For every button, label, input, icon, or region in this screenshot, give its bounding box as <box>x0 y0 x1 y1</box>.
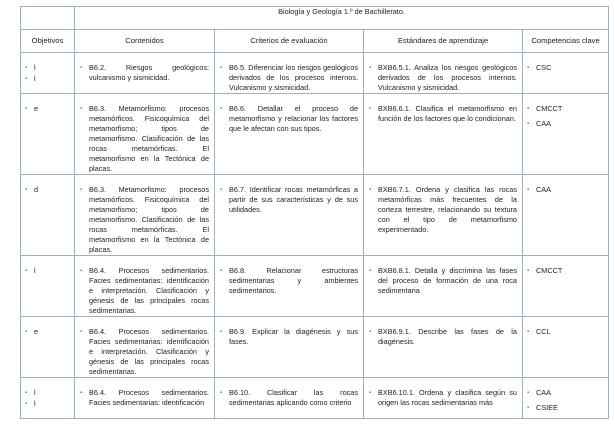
estandar-text: BXB6.6.1. Clasifica el metamorfismo en función de los factores que lo condicionan. <box>378 104 517 123</box>
contenido-text: B6.3. Metamorfismo: procesos metamórficos. Fisicoquímica del metamorfismo; tipos de metamorfismo. Clasificación de las rocas metamórficas. El metamorfismo en la Tectónica de placas. <box>89 104 209 173</box>
criterios-cell <box>215 53 364 94</box>
table-row <box>21 317 609 378</box>
bullet-icon: ▪ <box>527 268 530 274</box>
bullet-icon: ▪ <box>527 329 530 335</box>
bullet-icon: ▪ <box>80 329 83 335</box>
header-criterios: Criterios de evaluación <box>215 30 364 53</box>
objetivo-value: d <box>34 185 39 194</box>
bullet-icon: ▪ <box>80 65 83 71</box>
competencias-cell <box>523 53 609 94</box>
competencia-value: CMCCT <box>536 266 563 275</box>
header-contenidos: Contenidos <box>75 30 215 53</box>
competencias-cell <box>523 256 609 317</box>
objetivos-cell <box>21 317 75 378</box>
bullet-icon: ▪ <box>25 106 28 112</box>
objetivos-cell <box>21 378 75 419</box>
contenidos-cell <box>75 175 215 256</box>
contenido-text: B6.2. Riesgos geológicos: vulcanismo y sismicidad. <box>89 63 209 82</box>
criterios-cell <box>215 94 364 175</box>
bullet-icon: ▪ <box>369 329 372 335</box>
criterio-text: B6.7. Identificar rocas metamórficas a partir de sus características y de sus utilidades. <box>229 185 358 214</box>
bullet-icon: ▪ <box>369 390 372 396</box>
objetivo-value: l <box>34 266 36 275</box>
table-row <box>21 256 609 317</box>
bullet-icon: ▪ <box>369 65 372 71</box>
bullet-icon: ▪ <box>25 390 28 396</box>
bullet-icon: ▪ <box>25 187 28 193</box>
competencias-cell <box>523 175 609 256</box>
header-objetivos: Objetivos <box>21 30 75 53</box>
header-competencias: Competencias clave <box>523 30 609 53</box>
bullet-icon: ▪ <box>369 106 372 112</box>
contenido-text: B6.4. Procesos sedimentarios. Facies sedimentarias: identificación e interpretación. Clasificación y génesis de las principales rocas sedimentarias. <box>89 266 209 315</box>
title-row <box>21 7 609 30</box>
bullet-icon: ▪ <box>527 121 530 127</box>
estandar-text: BXB6.9.1. Describe las fases de la diagénesis. <box>378 327 517 346</box>
title-spacer-cell <box>21 7 75 30</box>
bullet-icon: ▪ <box>369 187 372 193</box>
estandares-cell <box>364 53 523 94</box>
bullet-icon: ▪ <box>369 268 372 274</box>
estandar-text: BXB6.8.1. Detalla y discrimina las fases del proceso de formación de una roca sedimentaria <box>378 266 517 295</box>
criterios-cell <box>215 317 364 378</box>
objetivo-value: l <box>34 74 36 83</box>
estandares-cell <box>364 175 523 256</box>
contenidos-cell <box>75 94 215 175</box>
competencia-value: CSC <box>536 63 552 72</box>
table-row <box>21 175 609 256</box>
objetivo-value: l <box>34 388 36 397</box>
contenidos-cell <box>75 378 215 419</box>
competencias-cell <box>523 317 609 378</box>
criterio-text: B6.5. Diferenciar los riesgos geológicos derivados de los procesos internos. Vulcanismo y sismicidad. <box>229 63 358 92</box>
bullet-icon: ▪ <box>220 329 223 335</box>
bullet-icon: ▪ <box>25 401 28 407</box>
criterios-cell <box>215 256 364 317</box>
header-estandares: Estándares de aprendizaje <box>364 30 523 53</box>
competencia-value: CMCCT <box>536 104 563 113</box>
contenidos-cell <box>75 53 215 94</box>
contenidos-cell <box>75 317 215 378</box>
criterio-text: B6.10. Clasificar las rocas sedimentarias aplicando como criterio <box>229 388 358 407</box>
bullet-icon: ▪ <box>80 187 83 193</box>
bullet-icon: ▪ <box>25 268 28 274</box>
bullet-icon: ▪ <box>527 65 530 71</box>
contenido-text: B6.4. Procesos sedimentarios. Facies sedimentarias: identificación e interpretación. Clasificación y génesis de las principales rocas sedimentarias. <box>89 327 209 376</box>
bullet-icon: ▪ <box>220 65 223 71</box>
estandares-cell <box>364 378 523 419</box>
competencia-value: CAA <box>536 185 552 194</box>
objetivo-value: l <box>34 399 36 408</box>
objetivos-cell <box>21 175 75 256</box>
table-title: Biología y Geología 1.º de Bachillerato. <box>75 7 609 30</box>
estandares-cell <box>364 317 523 378</box>
bullet-icon: ▪ <box>527 106 530 112</box>
bullet-icon: ▪ <box>527 405 530 411</box>
bullet-icon: ▪ <box>220 187 223 193</box>
bullet-icon: ▪ <box>220 390 223 396</box>
objetivo-value: l <box>34 63 36 72</box>
bullet-icon: ▪ <box>25 329 28 335</box>
bullet-icon: ▪ <box>80 106 83 112</box>
competencia-value: CAA <box>536 388 552 397</box>
estandares-cell <box>364 256 523 317</box>
bullet-icon: ▪ <box>220 268 223 274</box>
competencias-cell <box>523 378 609 419</box>
estandar-text: BXB6.7.1. Ordena y clasifica las rocas metamórficas más frecuentes de la corteza terrestre, relacionando su textura con el tipo de metamorfismo experimentado. <box>378 185 517 234</box>
criterio-text: B6.8. Relacionar estructuras sedimentarias y ambientes sedimentarios. <box>229 266 358 295</box>
competencia-value: CCL <box>536 327 551 336</box>
bullet-icon: ▪ <box>220 106 223 112</box>
bullet-icon: ▪ <box>527 187 530 193</box>
estandar-text: BXB6.10.1. Ordena y clasifica según su origen las rocas sedimentarias más <box>378 388 517 407</box>
objetivos-cell <box>21 53 75 94</box>
header-row <box>21 30 609 53</box>
criterios-cell <box>215 175 364 256</box>
criterio-text: B6.9. Explicar la diagénesis y sus fases. <box>229 327 358 346</box>
bullet-icon: ▪ <box>527 390 530 396</box>
curriculum-table <box>20 6 609 419</box>
estandar-text: BXB6.5.1. Analiza los riesgos geológicos derivados de los procesos internos. Vulcanismo y sismicidad. <box>378 63 517 92</box>
objetivos-cell <box>21 256 75 317</box>
bullet-icon: ▪ <box>80 268 83 274</box>
contenido-text: B6.4. Procesos sedimentarios. Facies sedimentarias: identificación <box>89 388 209 407</box>
table-row <box>21 378 609 419</box>
table-row <box>21 53 609 94</box>
competencia-value: CAA <box>536 119 552 128</box>
criterio-text: B6.6. Detallar el proceso de metamorfismo y relacionar los factores que le afectan con sus tipos. <box>229 104 358 133</box>
objetivo-value: e <box>34 104 39 113</box>
contenidos-cell <box>75 256 215 317</box>
competencias-cell <box>523 94 609 175</box>
bullet-icon: ▪ <box>25 76 28 82</box>
competencia-value: CSIEE <box>536 403 558 412</box>
bullet-icon: ▪ <box>25 65 28 71</box>
contenido-text: B6.3. Metamorfismo: procesos metamórficos. Fisicoquímica del metamorfismo; tipos de metamorfismo. Clasificación de las rocas metamórficas. El metamorfismo en la Tectónica de placas. <box>89 185 209 254</box>
objetivo-value: e <box>34 327 39 336</box>
estandares-cell <box>364 94 523 175</box>
table-row <box>21 94 609 175</box>
objetivos-cell <box>21 94 75 175</box>
bullet-icon: ▪ <box>80 390 83 396</box>
criterios-cell <box>215 378 364 419</box>
